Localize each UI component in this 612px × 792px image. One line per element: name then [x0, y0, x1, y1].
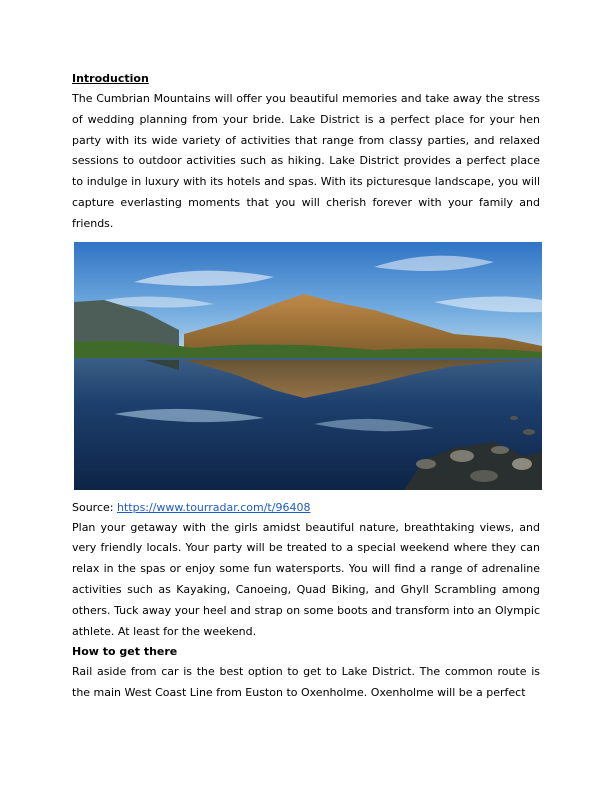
how-to-get-there-paragraph: Rail aside from car is the best option to get to Lake District. The common route is the main West Coast Line from Euston to Oxenholme. Oxenholme will be a perfect: [72, 665, 540, 700]
getaway-paragraph: Plan your getaway with the girls amidst beautiful nature, breathtaking views, and very friendly locals. Your party will be treated to a special weekend where they can relax in the spas or enjoy some fun watersports. You will find a range of adrenaline activities such as Kayaking, Canoeing, Quad Biking, and Ghyll Scrambling among others. Tuck away your heel and strap on some boots and transform into an Olympic athlete. At least for the weekend.: [72, 520, 540, 638]
how-to-get-there-heading: How to get there: [72, 645, 178, 659]
introduction-heading: Introduction: [72, 72, 149, 85]
document-page: [72, 70, 540, 704]
source-label: Source:: [72, 500, 117, 514]
image-source-line: [72, 498, 540, 518]
source-link[interactable]: https://www.tourradar.com/t/96408: [116, 500, 311, 514]
introduction-paragraph: The Cumbrian Mountains will offer you beautiful memories and take away the stress of wedding planning from your bride. Lake District is a perfect place for your hen party with its wide variety of activities that range from classy parties, and relaxed sessions to outdoor activities such as hiking. Lake District provides a perfect place to indulge in luxury with its hotels and spas. With its picturesque landscape, you will capture everlasting moments that you will cherish forever with your family and friends.: [72, 92, 540, 230]
lake-mountain-photo: [74, 242, 542, 490]
